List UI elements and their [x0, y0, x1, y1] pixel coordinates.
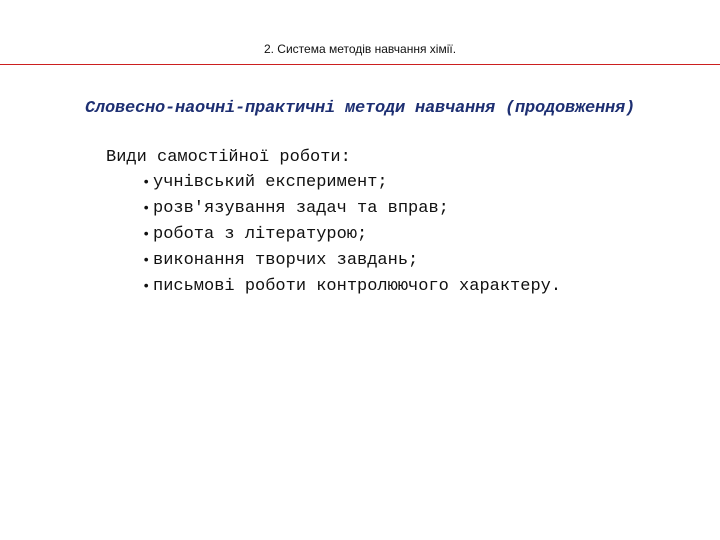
- bullet-icon: •: [142, 175, 151, 191]
- intro-text: Види самостійної роботи:: [106, 148, 351, 167]
- bullet-icon: •: [142, 201, 151, 217]
- header-divider: [0, 64, 720, 65]
- bullet-icon: •: [142, 227, 151, 243]
- slide-title: Словесно-наочні-практичні методи навчання (продовження): [84, 99, 636, 118]
- header-caption: 2. Система методів навчання хімії.: [263, 42, 457, 56]
- list-item: [142, 170, 561, 196]
- list-item-text: робота з літературою;: [153, 225, 368, 244]
- list-item: [142, 248, 561, 274]
- list-item-text: виконання творчих завдань;: [153, 251, 419, 270]
- list-item-text: розв'язування задач та вправ;: [153, 199, 449, 218]
- list-item-text: учнівський експеримент;: [153, 173, 388, 192]
- list-item: [142, 274, 561, 300]
- list-item: [142, 222, 561, 248]
- list-item-text: письмові роботи контролюючого характеру.: [153, 277, 562, 296]
- list-item: [142, 196, 561, 222]
- bullet-list: [106, 170, 561, 300]
- bullet-icon: •: [142, 279, 151, 295]
- bullet-icon: •: [142, 253, 151, 269]
- content-block: [106, 145, 561, 300]
